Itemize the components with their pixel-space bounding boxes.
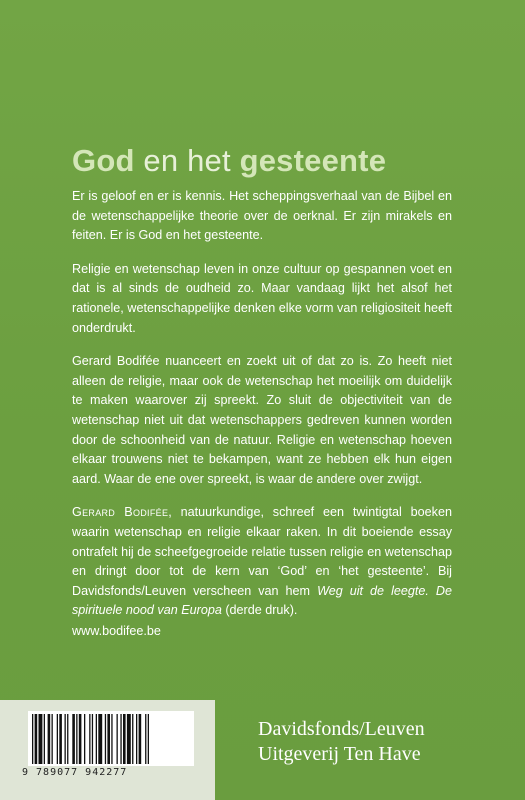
blurb-paragraph-2: Religie en wetenschap leven in onze cultuur op gespannen voet en dat is al sinds de oudheid zo. Maar vandaag lijkt het alsof het rationele, wetenschappelijke denken elke vorm van religiositeit heeft onderdrukt.	[72, 261, 452, 335]
bio-text-a: , natuurkundige, schreef een twintigtal boeken waarin wetenschap en religie elkaar raken. In dit boeiende essay ontrafelt hij de scheefgegroeide relatie tussen religie en wetenschap en dringt door tot de kern van ‘God’ en ‘het gesteente’. Bij Davidsfonds/Leuven verscheen van hem	[72, 505, 452, 598]
title-gesteente: gesteente	[239, 143, 387, 178]
author-bio	[72, 503, 452, 621]
isbn-digits: 9 789077 942277	[22, 767, 128, 778]
blurb-paragraph-3: Gerard Bodifée nuanceert en zoekt uit of dat zo is. Zo heeft niet alleen de religie, maar ook de wetenschap het moeilijk om duidelijk te maken waarover zij spreekt. Zo sluit de objectiviteit van de wetenschap niet uit dat wetenschappers gedreven kunnen worden door de schoonheid van de natuur. Religie en wetenschap hoeven elkaar trouwens niet te bekampen, want ze hebben elk hun eigen aard. Waar de ene over spreekt, is waar de andere over zwijgt.	[72, 354, 452, 486]
blurb-text	[72, 187, 452, 635]
barcode-icon	[28, 711, 194, 766]
bio-text-b: (derde druk).	[221, 603, 298, 618]
blurb-paragraph-1: Er is geloof en er is kennis. Het scheppingsverhaal van de Bijbel en de wetenschappelijke theorie over de oerknal. Er zijn mirakels en feiten. Er is God en het gesteente.	[72, 189, 452, 243]
author-name: Gerard Bodifée	[72, 505, 169, 520]
publisher-line-2: Uitgeverij Ten Have	[258, 743, 421, 765]
bio-book-title: Weg uit de leegte. De spirituele nood van Europa	[72, 583, 452, 618]
publisher-line-1: Davidsfonds/Leuven	[258, 718, 425, 740]
author-website: www.bodifee.be	[72, 624, 161, 638]
publisher-block	[258, 717, 425, 767]
title-en-het: en het	[134, 143, 240, 178]
title-god: God	[72, 143, 135, 178]
book-title	[72, 143, 386, 179]
